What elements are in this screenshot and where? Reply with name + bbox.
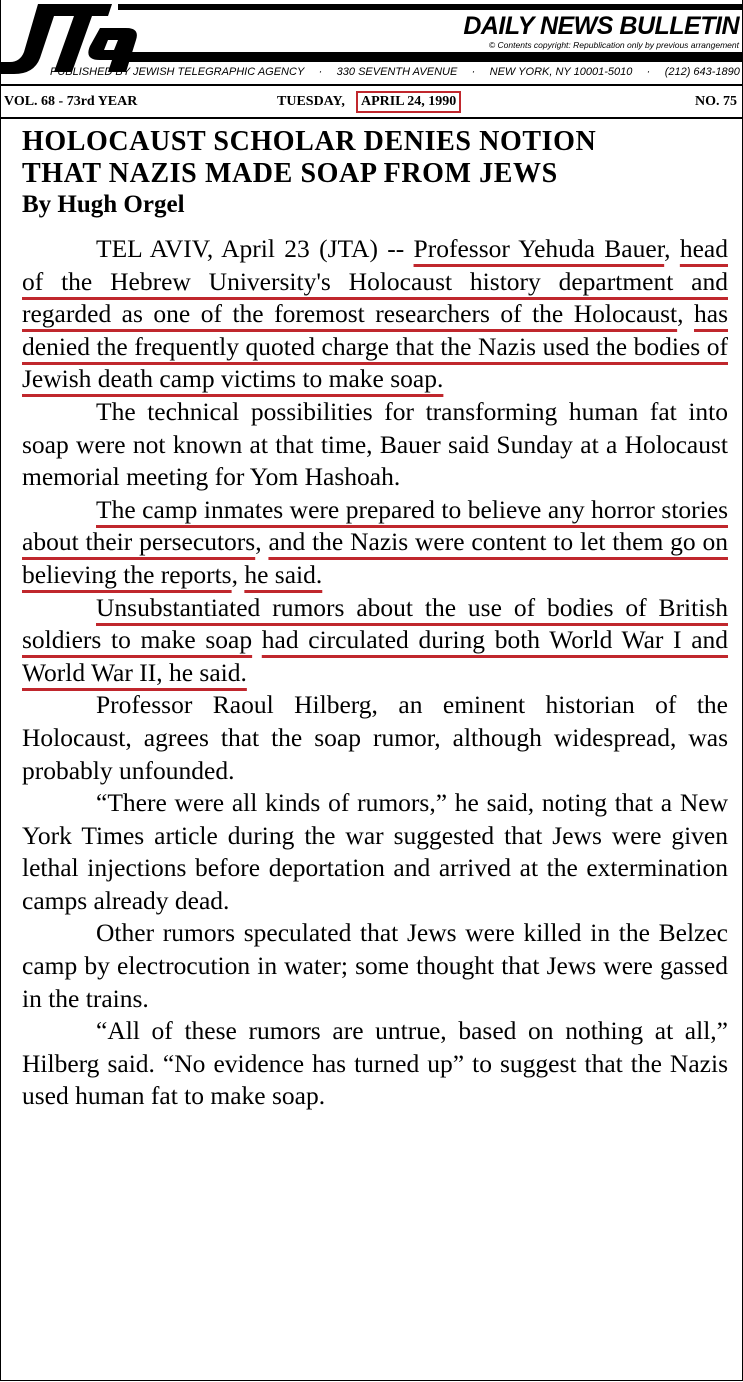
highlighted-text: and the Nazis were content to let them go on believing the reports [22,527,728,589]
highlighted-text: The camp inmates were prepared to believe any horror stories about their persecutors [22,494,728,557]
headline-line-2: THAT NAZIS MADE SOAP FROM JEWS [22,158,558,189]
phone: (212) 643-1890 [664,66,740,78]
text-segment: , [231,559,245,589]
byline: By Hugh Orgel [22,191,185,218]
masthead [0,0,743,88]
text-segment: , [255,527,269,557]
volume: VOL. 68 - 73rd YEAR [4,94,138,109]
issue-bottom-rule [0,117,743,119]
publisher-line [50,66,740,78]
bulletin-title: DAILY NEWS BULLETIN [463,12,739,40]
text-segment [252,625,262,654]
highlighted-date: APRIL 24, 1990 [356,91,461,113]
article-paragraph [22,1015,728,1113]
copyright-notice: © Contents copyright: Republication only by previous arrangement [488,40,739,50]
article-paragraph [22,689,728,787]
jta-logo-icon [0,0,145,76]
article-paragraph [22,787,728,917]
city: NEW YORK, NY 10001-5010 [489,66,633,78]
weekday: TUESDAY, [277,94,345,109]
text-segment: , [677,299,695,329]
text-segment: TEL AVIV, April 23 (JTA) -- [96,234,414,263]
separator: · [471,66,476,78]
text-segment: “All of these rumors are untrue, based on nothing at all,” Hilberg said. “No evidence has turned up” to suggest that the Nazis used human fat to make soap. [22,1016,728,1111]
headline-line-1: HOLOCAUST SCHOLAR DENIES NOTION [22,126,597,157]
highlighted-text: Unsubstantiated rumors about the use of bodies of British soldiers to make soap [22,592,728,655]
publisher: PUBLISHED BY JEWISH TELEGRAPHIC AGENCY [50,66,305,78]
article-paragraph [22,233,728,396]
separator: · [318,66,323,78]
issue-number: NO. 75 [695,94,737,109]
highlighted-text: had circulated during both World War I and World War II, he said. [22,625,729,687]
highlighted-text: head of the Hebrew University's Holocaust history department and regarded as one of the foremost researchers of the Holocaust [22,234,728,329]
masthead-middle-rule [128,52,743,62]
separator: · [646,66,651,78]
masthead-top-rule [120,4,743,10]
text-segment: Other rumors speculated that Jews were killed in the Belzec camp by electrocution in water; some thought that Jews were gassed in the trains. [22,918,728,1013]
masthead-bottom-rule [0,84,743,86]
article-body [22,233,728,1113]
text-segment: “There were all kinds of rumors,” he said, noting that a New York Times article during the war suggested that Jews were given lethal injections before deportation and arrived at the extermination camps already dead. [22,788,728,915]
highlighted-text: he said. [244,559,323,589]
highlighted-text: has denied the frequently quoted charge that the Nazis used the bodies of Jewish death camp victims to make soap. [22,299,729,394]
article-paragraph [22,396,728,494]
text-segment: , [664,234,680,263]
article-headline [22,126,596,190]
article-paragraph [22,494,728,592]
article-paragraph [22,592,728,690]
article-paragraph [22,917,728,1015]
text-segment: Professor Raoul Hilberg, an eminent historian of the Holocaust, agrees that the soap rumor, although widespread, was probably unfounded. [22,690,728,785]
text-segment: The technical possibilities for transforming human fat into soap were not known at that time, Bauer said Sunday at a Holocaust memorial meeting for Yom Hashoah. [22,396,728,492]
address: 330 SEVENTH AVENUE [336,66,458,78]
highlighted-text: Professor Yehuda Bauer [413,234,665,263]
